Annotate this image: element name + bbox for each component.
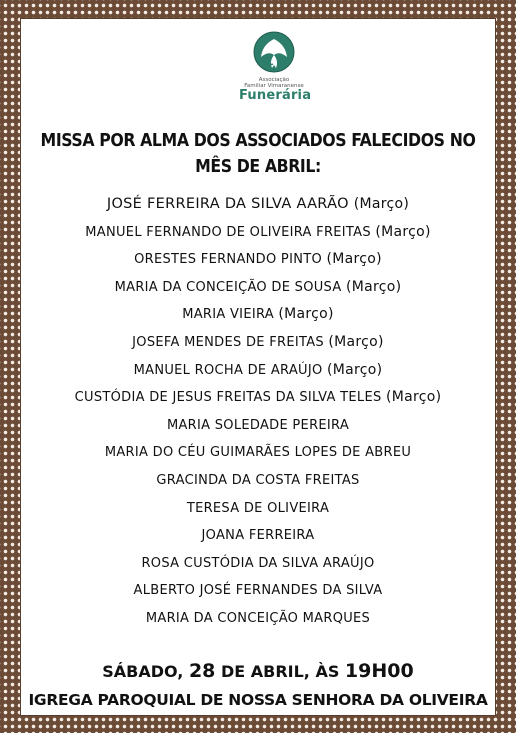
deceased-note: (Março) xyxy=(345,278,402,295)
deceased-name: MARIA SOLEDADE PEREIRA xyxy=(166,417,350,433)
logo-subtitle-line1: Associação xyxy=(258,77,290,83)
list-item xyxy=(21,577,495,605)
list-item xyxy=(21,329,495,357)
event-date xyxy=(21,659,495,684)
deceased-name: ORESTES FERNANDO PINTO xyxy=(134,252,323,268)
deceased-name: ROSA CUSTÓDIA DA SILVA ARAÚJO xyxy=(141,555,375,571)
list-item xyxy=(21,191,495,219)
list-item xyxy=(21,274,495,302)
deceased-name: ALBERTO JOSÉ FERNANDES DA SILVA xyxy=(133,583,383,599)
event-month: DE ABRIL, ÀS xyxy=(215,662,345,681)
deceased-name: MARIA DO CÉU GUIMARÃES LOPES DE ABREU xyxy=(104,445,412,461)
deceased-name: MARIA DA CONCEIÇÃO DE SOUSA xyxy=(114,279,342,295)
deceased-list xyxy=(21,191,495,633)
dove-emblem-icon xyxy=(252,31,296,77)
list-item xyxy=(21,439,495,467)
deceased-name: JOSÉ FERREIRA DA SILVA AARÃO xyxy=(106,196,349,212)
deceased-note: (Março) xyxy=(353,196,410,212)
deceased-note: (Março) xyxy=(328,333,384,350)
event-day-prefix: SÁBADO, xyxy=(102,662,189,681)
heading-line1: MISSA POR ALMA DOS ASSOCIADOS FALECIDOS NO xyxy=(40,131,476,151)
deceased-name: TERESA DE OLIVEIRA xyxy=(186,500,330,516)
logo-name: Funerária xyxy=(239,88,312,103)
list-item xyxy=(21,301,495,329)
notice-page xyxy=(21,19,495,715)
event-day-number: 28 xyxy=(188,660,216,682)
list-item xyxy=(21,522,495,550)
list-item xyxy=(21,467,495,495)
deceased-note: (Março) xyxy=(385,389,442,406)
deceased-note: (Março) xyxy=(278,306,334,323)
association-logo xyxy=(239,31,312,121)
event-time: 19H00 xyxy=(344,660,414,682)
deceased-name: JOANA FERREIRA xyxy=(201,528,315,544)
deceased-name: CUSTÓDIA DE JESUS FREITAS DA SILVA TELES xyxy=(74,390,382,406)
list-item xyxy=(21,605,495,633)
event-place: IGREGA PAROQUIAL DE NOSSA SENHORA DA OLIVEIRA xyxy=(28,691,488,709)
deceased-name: MANUEL ROCHA DE ARAÚJO xyxy=(133,362,323,378)
list-item xyxy=(21,357,495,385)
logo-subtitle-line2: Familiar Vimaranense xyxy=(244,83,304,89)
deceased-note: (Março) xyxy=(375,223,431,240)
deceased-note: (Março) xyxy=(326,361,383,378)
list-item xyxy=(21,219,495,247)
deceased-name: GRACINDA DA COSTA FREITAS xyxy=(156,472,360,488)
deceased-name: JOSEFA MENDES DE FREITAS xyxy=(132,334,324,350)
deceased-note: (Março) xyxy=(326,251,382,268)
list-item xyxy=(21,246,495,274)
list-item xyxy=(21,495,495,523)
list-item xyxy=(21,384,495,412)
list-item xyxy=(21,550,495,578)
deceased-name: MARIA VIEIRA xyxy=(182,307,274,323)
heading-line2: MÊS DE ABRIL: xyxy=(195,157,321,177)
list-item xyxy=(21,412,495,440)
deceased-name: MARIA DA CONCEIÇÃO MARQUES xyxy=(145,610,371,626)
deceased-name: MANUEL FERNANDO DE OLIVEIRA FREITAS xyxy=(85,224,371,240)
